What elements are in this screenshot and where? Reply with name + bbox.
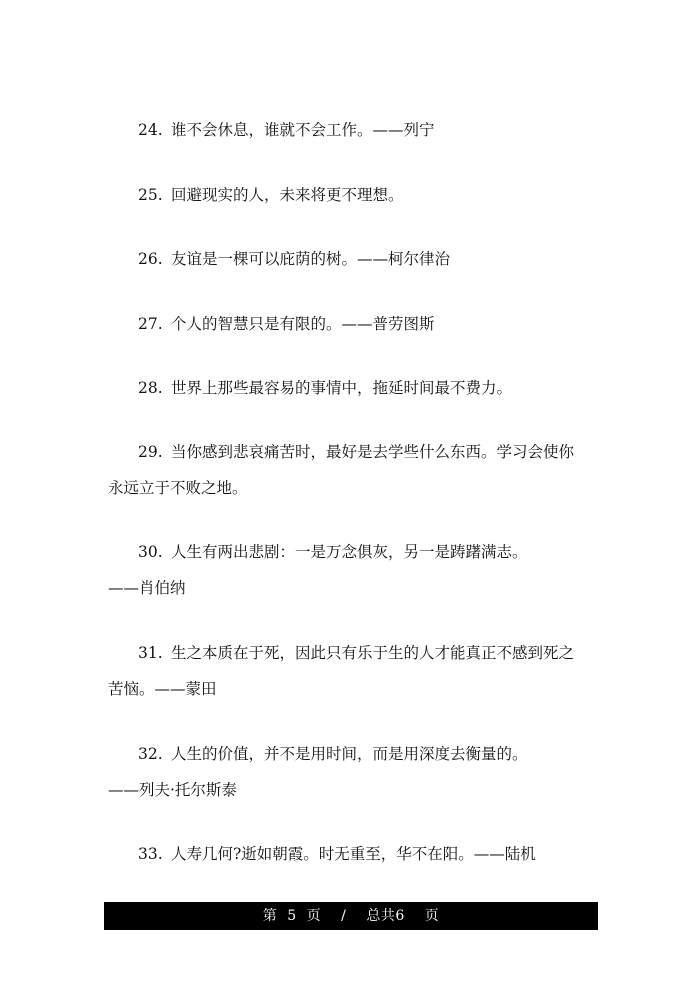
page-separator: / [341, 908, 347, 924]
quote-33 [108, 842, 598, 867]
total-pages-suffix: 页 [424, 908, 440, 924]
page-indicator [104, 902, 598, 930]
quote-number: 29. [138, 443, 163, 461]
quote-text: 人生有两出悲剧：一是万念俱灰，另一是踌躇满志。 [171, 543, 528, 561]
quote-number: 27. [138, 315, 163, 333]
quote-number: 32. [138, 745, 163, 763]
quote-text: 个人的智慧只是有限的。——普劳图斯 [171, 315, 435, 333]
page-number: 5 [287, 908, 297, 924]
quote-25 [108, 183, 598, 208]
quote-text: 人寿几何?逝如朝霞。时无重至，华不在阳。——陆机 [171, 845, 536, 863]
quote-text-continued: 永远立于不败之地。 [108, 479, 248, 497]
page-label-prefix: 第 [262, 908, 278, 924]
quote-number: 24. [138, 121, 163, 139]
quote-number: 33. [138, 845, 163, 863]
quote-text: 人生的价值，并不是用时间，而是用深度去衡量的。 [171, 745, 528, 763]
quote-29 [108, 440, 598, 501]
quote-number: 25. [138, 186, 163, 204]
quote-text: 生之本质在于死，因此只有乐于生的人才能真正不感到死之 [171, 644, 575, 662]
quote-number: 30. [138, 543, 163, 561]
quote-text: 回避现实的人，未来将更不理想。 [171, 186, 404, 204]
quote-number: 31. [138, 644, 163, 662]
quote-number: 26. [138, 250, 163, 268]
quote-30 [108, 540, 598, 601]
quote-28 [108, 376, 598, 401]
quote-text-continued: 苦恼。——蒙田 [108, 680, 217, 698]
quote-text: 当你感到悲哀痛苦时，最好是去学些什么东西。学习会使你 [171, 443, 575, 461]
quote-32 [108, 742, 598, 803]
quote-number: 28. [138, 379, 163, 397]
quote-27 [108, 312, 598, 337]
quote-text: 谁不会休息，谁就不会工作。——列宁 [171, 121, 435, 139]
page-footer [104, 902, 598, 930]
quote-author: ——列夫·托尔斯泰 [108, 781, 237, 799]
quote-author: ——肖伯纳 [108, 579, 186, 597]
quote-24 [108, 118, 598, 143]
quote-31 [108, 641, 598, 702]
quote-text: 世界上那些最容易的事情中，拖延时间最不费力。 [171, 379, 513, 397]
quote-text: 友谊是一棵可以庇荫的树。——柯尔律治 [171, 250, 451, 268]
page-label-suffix: 页 [306, 908, 322, 924]
total-pages-label: 总共6 [366, 908, 405, 924]
quote-26 [108, 247, 598, 272]
